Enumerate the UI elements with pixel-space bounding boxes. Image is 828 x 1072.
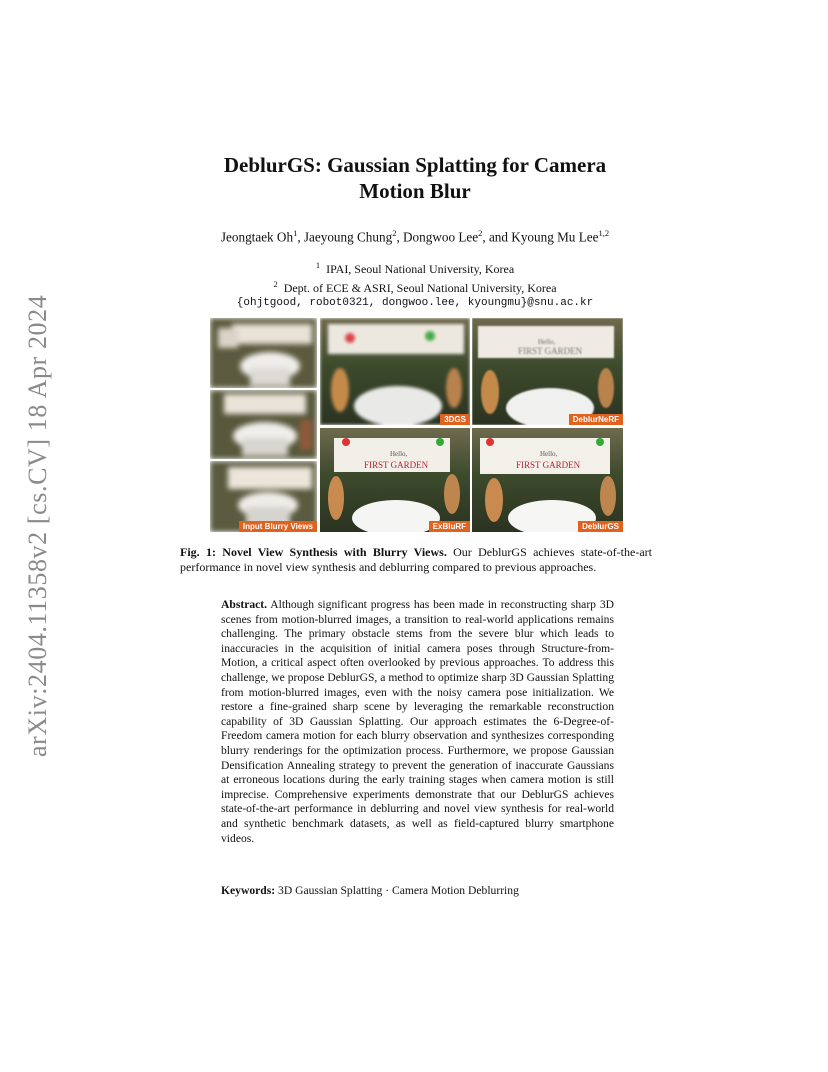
banner-text: Hello, [540, 450, 558, 458]
figure-label: 3DGS [440, 414, 470, 425]
figure-label: ExBluRF [429, 521, 470, 532]
affiliation-text: IPAI, Seoul National University, Korea [326, 262, 515, 276]
panel-deblurnerf [472, 318, 623, 425]
affiliation-2 [200, 277, 630, 296]
author-name: Kyoung Mu Lee [511, 229, 599, 245]
figure-label: DeblurNeRF [569, 414, 623, 425]
figure-caption [180, 545, 652, 574]
abstract-text: Although significant progress has been made in reconstructing sharp 3D scenes from motion-blurred images, a transition to real-world applications remains challenging. The primary obstacle stems from the severe blur which leads to inaccuracies in the acquisition of initial camera poses through Structure-from-Motion, a critical aspect often overlooked by previous approaches. To address this challenge, we propose DeblurGS, a method to optimize sharp 3D Gaussian Splatting from motion-blurred images, even with the noisy camera pose initialization. We restore a fine-grained sharp scene by leveraging the remarkable reconstruction capability of 3D Gaussian Splatting. Our approach estimates the 6-Degree-of-Freedom camera motion for each blurry observation and synthesizes corresponding blurry renderings for the optimization process. Furthermore, we propose Gaussian Densification Annealing strategy to prevent the generation of inaccurate Gaussians at erroneous locations during the early training stages when camera motion is still imprecise. Comprehensive experiments demonstrate that our DeblurGS achieves state-of-the-art performance in deblurring and novel view synthesis for real-world and synthetic benchmark datasets, as well as field-captured blurry smartphone videos. [221, 598, 615, 845]
title-line-2: Motion Blur [359, 179, 471, 203]
author-affil-mark: 2 [392, 228, 397, 238]
caption-text: Our DeblurGS achieves state-of-the-art performance in novel view synthesis and deblurring compared to previous approaches. [180, 545, 652, 574]
affiliation-text: Dept. of ECE & ASRI, Seoul National University, Korea [283, 281, 557, 295]
input-view-1 [210, 318, 317, 388]
affil-mark: 1 [315, 260, 321, 270]
author-affil-mark: 1,2 [598, 228, 610, 238]
figure-label: DeblurGS [578, 521, 623, 532]
abstract-label: Abstract. [221, 598, 268, 611]
input-view-3 [210, 461, 317, 532]
banner-text: FIRST GARDEN [516, 460, 581, 470]
teaser-figure [210, 318, 623, 532]
affiliation-1 [200, 258, 630, 277]
arxiv-identifier: arXiv:2404.11358v2 [cs.CV] 18 Apr 2024 [23, 294, 52, 757]
input-view-2 [210, 390, 317, 459]
title-line-1: DeblurGS: Gaussian Splatting for Camera [223, 153, 607, 177]
banner-text: Hello, [390, 450, 408, 458]
author-list: Jeongtaek Oh$^1$, Jaeyoung Chung$^2$, Dongwoo Lee$^2$, and Kyoung Mu Lee$^{1,2}$ [220, 228, 610, 245]
keywords-text: 3D Gaussian Splatting · Camera Motion Deblurring [278, 884, 519, 897]
affil-mark: 2 [273, 279, 278, 289]
caption-label: Fig. 1: Novel View Synthesis with Blurry Views. [180, 545, 447, 559]
banner-text: FIRST GARDEN [518, 346, 583, 356]
affiliations [200, 258, 630, 311]
keywords-label: Keywords: [221, 884, 276, 897]
keywords [221, 884, 614, 897]
panel-exblurf [320, 428, 470, 532]
panel-3dgs [320, 318, 470, 425]
author-name: Jaeyoung Chung [303, 229, 393, 245]
author-affil-mark: 1 [293, 228, 298, 238]
author-name: Jeongtaek Oh [220, 229, 294, 245]
paper-title [170, 152, 660, 204]
panel-deblurgs [472, 428, 623, 532]
figure-label: Input Blurry Views [239, 521, 317, 532]
banner-text: Hello, [538, 338, 556, 346]
author-emails: {ohjtgood, robot0321, dongwoo.lee, kyoungmu}@snu.ac.kr [236, 297, 594, 309]
banner-text: FIRST GARDEN [364, 460, 429, 470]
abstract [221, 598, 614, 846]
author-affil-mark: 2 [478, 228, 483, 238]
author-name: Dongwoo Lee [403, 229, 479, 245]
